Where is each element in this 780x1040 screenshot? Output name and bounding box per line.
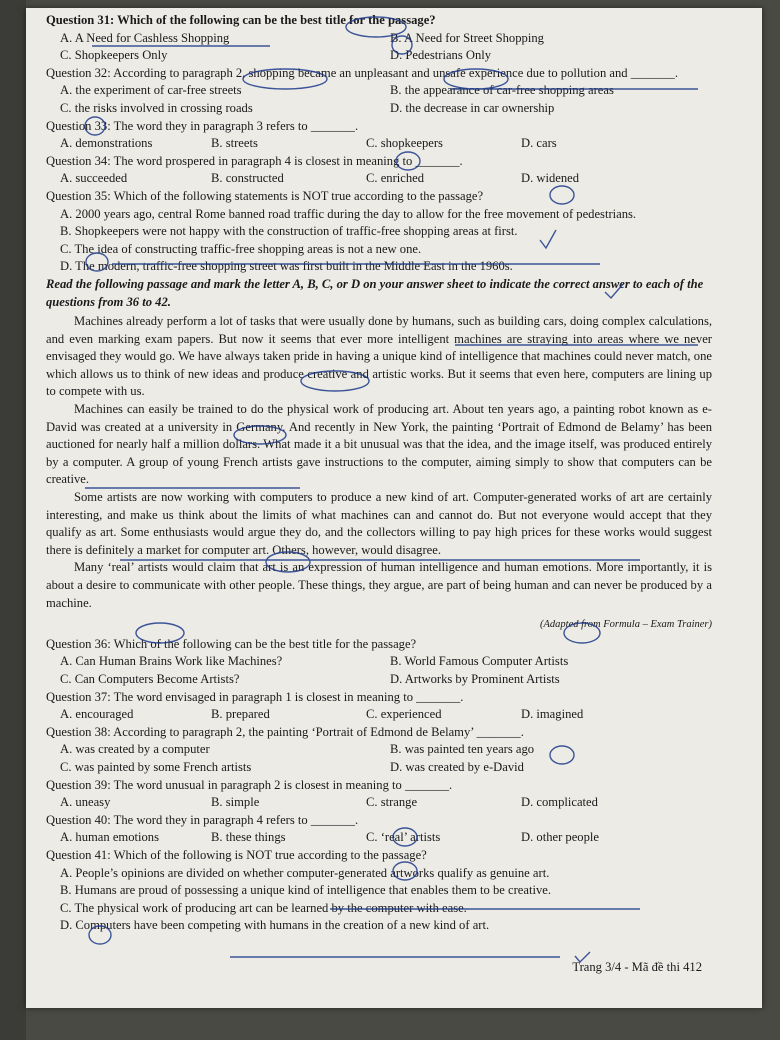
question-stem: Question 36: Which of the following can be the best title for the passage? <box>46 636 417 651</box>
question-40 <box>46 812 712 847</box>
question-35 <box>46 188 712 276</box>
question-stem: Question 38: According to paragraph 2, the painting ‘Portrait of Edmond de Belamy’ _______. <box>46 724 524 739</box>
option-a[interactable]: A. human emotions <box>60 830 159 845</box>
option-a[interactable]: A. demonstrations <box>60 136 153 151</box>
option-b[interactable]: B. the appearance of car-free shopping areas <box>390 83 614 98</box>
option-d[interactable]: D. other people <box>521 830 599 845</box>
question-stem: Question 40: The word they in paragraph 4 refers to _______. <box>46 812 359 827</box>
table-surface <box>0 0 26 1040</box>
question-stem: Question 33: The word they in paragraph 3 refers to _______. <box>46 118 359 133</box>
passage-source: (Adapted from Formula – Exam Trainer) <box>540 619 712 631</box>
option-d[interactable]: D. Pedestrians Only <box>390 48 492 63</box>
option-d[interactable]: D. imagined <box>521 707 584 722</box>
option-d[interactable]: D. widened <box>521 171 580 186</box>
paragraph-4: Many ‘real’ artists would claim that art is an expression of human intelligence and human emotions. More importantly, it is about a desire to communicate with other people. These things, they argue, are part of being human and can never be produced by a machine. <box>46 560 712 610</box>
question-stem: Question 34: The word prospered in paragraph 4 is closest in meaning to _______. <box>46 153 463 168</box>
paragraph-3: Some artists are now working with computers to produce a new kind of art. Computer-generated works of art are certainly interesting, and make us think about the limits of what machines can and cannot do. But not everyone would accept that they qualify as art. Some enthusiasts would argue they do, and the collectors willing to pay high prices for these works would suggest there is definitely a market for computer art. Others, however, would disagree. <box>46 490 712 557</box>
option-b[interactable]: B. World Famous Computer Artists <box>390 654 569 669</box>
option-b[interactable]: B. A Need for Street Shopping <box>390 30 544 45</box>
question-34 <box>46 153 712 188</box>
option-a[interactable]: A. Can Human Brains Work like Machines? <box>60 654 283 669</box>
question-stem: Question 37: The word envisaged in paragraph 1 is closest in meaning to _______. <box>46 689 464 704</box>
option-d[interactable]: D. cars <box>521 136 557 151</box>
question-33 <box>46 118 712 153</box>
question-41 <box>46 847 712 935</box>
option-d[interactable]: D. was created by e-David <box>390 759 524 774</box>
option-d[interactable]: D. complicated <box>521 795 598 810</box>
option-b[interactable]: B. Humans are proud of possessing a unique kind of intelligence that enables them to be creative. <box>60 883 552 898</box>
question-39 <box>46 777 712 812</box>
option-a[interactable]: A. encouraged <box>60 707 134 722</box>
question-stem: Question 31: Which of the following can be the best title for the passage? <box>46 13 436 27</box>
option-a[interactable]: A. the experiment of car-free streets <box>60 83 242 98</box>
option-b[interactable]: B. streets <box>211 136 258 151</box>
question-37 <box>46 689 712 724</box>
question-stem: Question 41: Which of the following is NOT true according to the passage? <box>46 847 427 862</box>
option-a[interactable]: A. succeeded <box>60 171 128 186</box>
option-c[interactable]: C. The idea of constructing traffic-free shopping areas is not a new one. <box>60 241 422 256</box>
option-d[interactable]: D. the decrease in car ownership <box>390 100 555 115</box>
option-c[interactable]: C. enriched <box>366 171 425 186</box>
option-d[interactable]: D. Artworks by Prominent Artists <box>390 671 560 686</box>
question-31 <box>46 12 712 65</box>
option-b[interactable]: B. prepared <box>211 707 270 722</box>
option-c[interactable]: C. The physical work of producing art can be learned by the computer with ease. <box>60 900 467 915</box>
option-c[interactable]: C. Can Computers Become Artists? <box>60 671 240 686</box>
option-a[interactable]: A. uneasy <box>60 795 111 810</box>
question-36 <box>46 636 712 689</box>
option-d[interactable]: D. The modern, traffic-free shopping street was first built in the Middle East in the 1960s. <box>60 259 513 274</box>
option-b[interactable]: B. was painted ten years ago <box>390 742 535 757</box>
option-c[interactable]: C. the risks involved in crossing roads <box>60 100 253 115</box>
option-a[interactable]: A. 2000 years ago, central Rome banned road traffic during the day to allow for the free movement of pedestrians. <box>60 206 637 221</box>
question-32 <box>46 65 712 118</box>
option-d[interactable]: D. Computers have been competing with humans in the creation of a new kind of art. <box>60 918 490 933</box>
option-b[interactable]: B. these things <box>211 830 286 845</box>
option-a[interactable]: A. A Need for Cashless Shopping <box>60 30 230 45</box>
section-instructions: Read the following passage and mark the letter A, B, C, or D on your answer sheet to indicate the correct answer to each of the questions from 36 to 42. <box>46 276 704 309</box>
option-a[interactable]: A. was created by a computer <box>60 742 210 757</box>
paragraph-1: Machines already perform a lot of tasks that were usually done by humans, such as building cars, doing complex calculations, and even marking exam papers. But now it seems that ever more intelligent machines are straying into areas where we never envisaged they would go. We have always taken pride in having a unique kind of intelligence that machines could never match, one which allows us to think of new ideas and produce creative and artistic works. But it seems that even here, computers are lining up to compete with us. <box>46 314 712 399</box>
option-c[interactable]: C. experienced <box>366 707 442 722</box>
paragraph-2: Machines can easily be trained to do the physical work of producing art. About ten years ago, a painting robot known as e-David was created at a university in Germany. And recently in New York, the painting ‘Portrait of Edmond de Belamy’ has been auctioned for nearly half a million dollars. What made it a bit unusual was that the idea, and the image itself, was produced entirely by a computer. A group of young French artists gave instructions to the computer, aiming simply to show that computers can be creative. <box>46 402 712 487</box>
question-stem: Question 39: The word unusual in paragraph 2 is closest in meaning to _______. <box>46 777 453 792</box>
option-b[interactable]: B. constructed <box>211 171 284 186</box>
exam-content <box>46 12 712 935</box>
question-stem: Question 35: Which of the following statements is NOT true according to the passage? <box>46 188 484 203</box>
option-b[interactable]: B. simple <box>211 795 260 810</box>
option-c[interactable]: C. was painted by some French artists <box>60 759 252 774</box>
option-a[interactable]: A. People’s opinions are divided on whether computer-generated artworks qualify as genuine art. <box>60 865 550 880</box>
question-38 <box>46 724 712 777</box>
option-c[interactable]: C. shopkeepers <box>366 136 443 151</box>
reading-passage <box>46 313 712 634</box>
page-footer: Trang 3/4 - Mã đề thi 412 <box>572 960 702 974</box>
option-c[interactable]: C. strange <box>366 795 418 810</box>
option-b[interactable]: B. Shopkeepers were not happy with the construction of traffic-free shopping areas at first. <box>60 224 518 239</box>
question-stem: Question 32: According to paragraph 2, shopping became an unpleasant and unsafe experience due to pollution and _______. <box>46 65 678 80</box>
option-c[interactable]: C. Shopkeepers Only <box>60 48 168 63</box>
option-c[interactable]: C. ‘real’ artists <box>366 830 441 845</box>
